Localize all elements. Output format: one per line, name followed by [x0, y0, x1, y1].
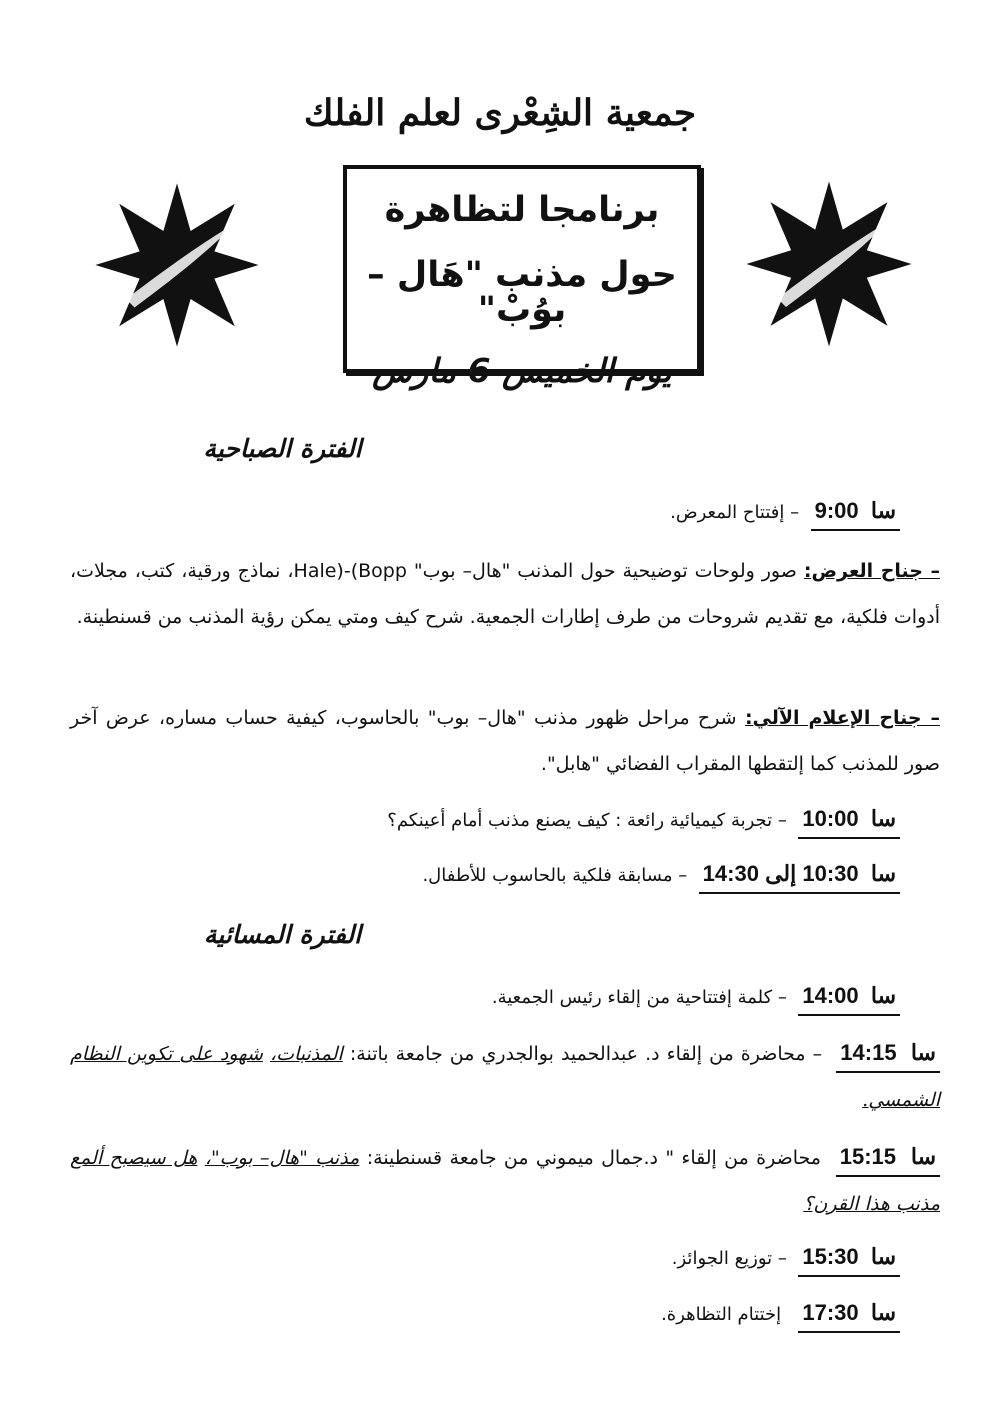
comet-name: حول مذنب "هَال – بوُبْ" [367, 255, 677, 330]
pavilion-text: صور ولوحات توضيحية حول المذنب "هال– بوب" Hale)-(Bopp، نماذج ورقية، كتب، مجلات، أدوات فلكية، مع تقديم شروحات من طرف إطارات الجمعية. شرح كيف ومتي يمكن رؤية المذنب من قسنطينة. [70, 560, 940, 628]
item-text: – مسابقة فلكية بالحاسوب للأطفال. [422, 865, 688, 886]
lecture-topic: هل سيصبح ألمع مذنب هذا القرن؟ [70, 1147, 940, 1215]
lecture-text: محاضرة من إلقاء " د.جمال ميموني من جامعة قسنطينة: [366, 1147, 821, 1169]
lecture-item [70, 1030, 940, 1123]
item-text: – تجربة كيميائية رائعة : كيف يصنع مذنب أمام أعينكم؟ [387, 810, 787, 831]
event-date: يوم الخميس 6 مارس [372, 351, 672, 390]
comet-star-icon [743, 178, 915, 350]
hour-prefix: سا 9:00 [811, 498, 900, 531]
evening-section-title: الفترة المسائية [203, 920, 362, 949]
lecture-topic: شهود على تكوين النظام الشمسي. [70, 1043, 940, 1111]
lecture-topic: مذنب "هال– بوب"، [204, 1147, 360, 1169]
lecture-topic: المذنبات، [269, 1043, 343, 1065]
time-label: سا 15:15 [836, 1144, 940, 1177]
item-text: إختتام التظاهرة. [661, 1304, 782, 1325]
org-title: جمعية الشِعْرى لعلم الفلك [303, 92, 697, 134]
pavilion-label: – جناح العرض: [803, 560, 940, 582]
time-label: سا 10:30 إلى 14:30 [699, 861, 900, 894]
lecture-item [70, 1134, 940, 1227]
item-text: – كلمة إفتتاحية من إلقاء رئيس الجمعية. [491, 987, 787, 1008]
pavilion-text: شرح مراحل ظهور مذنب "هال– بوب" بالحاسوب، كيفية حساب مساره، عرض آخر صور للمذنب كما إلتقطها المقراب الفضائي "هابل". [70, 707, 940, 775]
item-text: – توزيع الجوائز. [671, 1248, 787, 1269]
time-label: سا 17:30 [798, 1300, 900, 1333]
comet-star-icon [92, 180, 262, 350]
schedule-item [422, 861, 900, 887]
morning-section-title: الفترة الصباحية [203, 434, 362, 463]
lecture-text: – محاضرة من إلقاء د. عبدالحميد بوالجدري من جامعة باتنة: [349, 1043, 823, 1065]
time-label: سا 14:00 [798, 983, 900, 1016]
time-label: سا 10:00 [798, 806, 900, 839]
time-label: سا 14:15 [836, 1040, 940, 1073]
schedule-item [661, 1300, 900, 1326]
exhibition-pavilion-paragraph [70, 548, 940, 640]
schedule-item [387, 806, 900, 832]
time-label: سا 15:30 [798, 1244, 900, 1277]
program-title-box [343, 165, 701, 390]
pavilion-label: – جناح الإعلام الآلي: [744, 707, 940, 729]
schedule-item [672, 1244, 900, 1270]
schedule-item [670, 498, 900, 524]
computing-pavilion-paragraph [70, 695, 940, 787]
item-text: – إفتتاح المعرض. [670, 502, 800, 523]
schedule-item [492, 983, 900, 1009]
program-title: برنامجا لتظاهرة [384, 190, 660, 230]
